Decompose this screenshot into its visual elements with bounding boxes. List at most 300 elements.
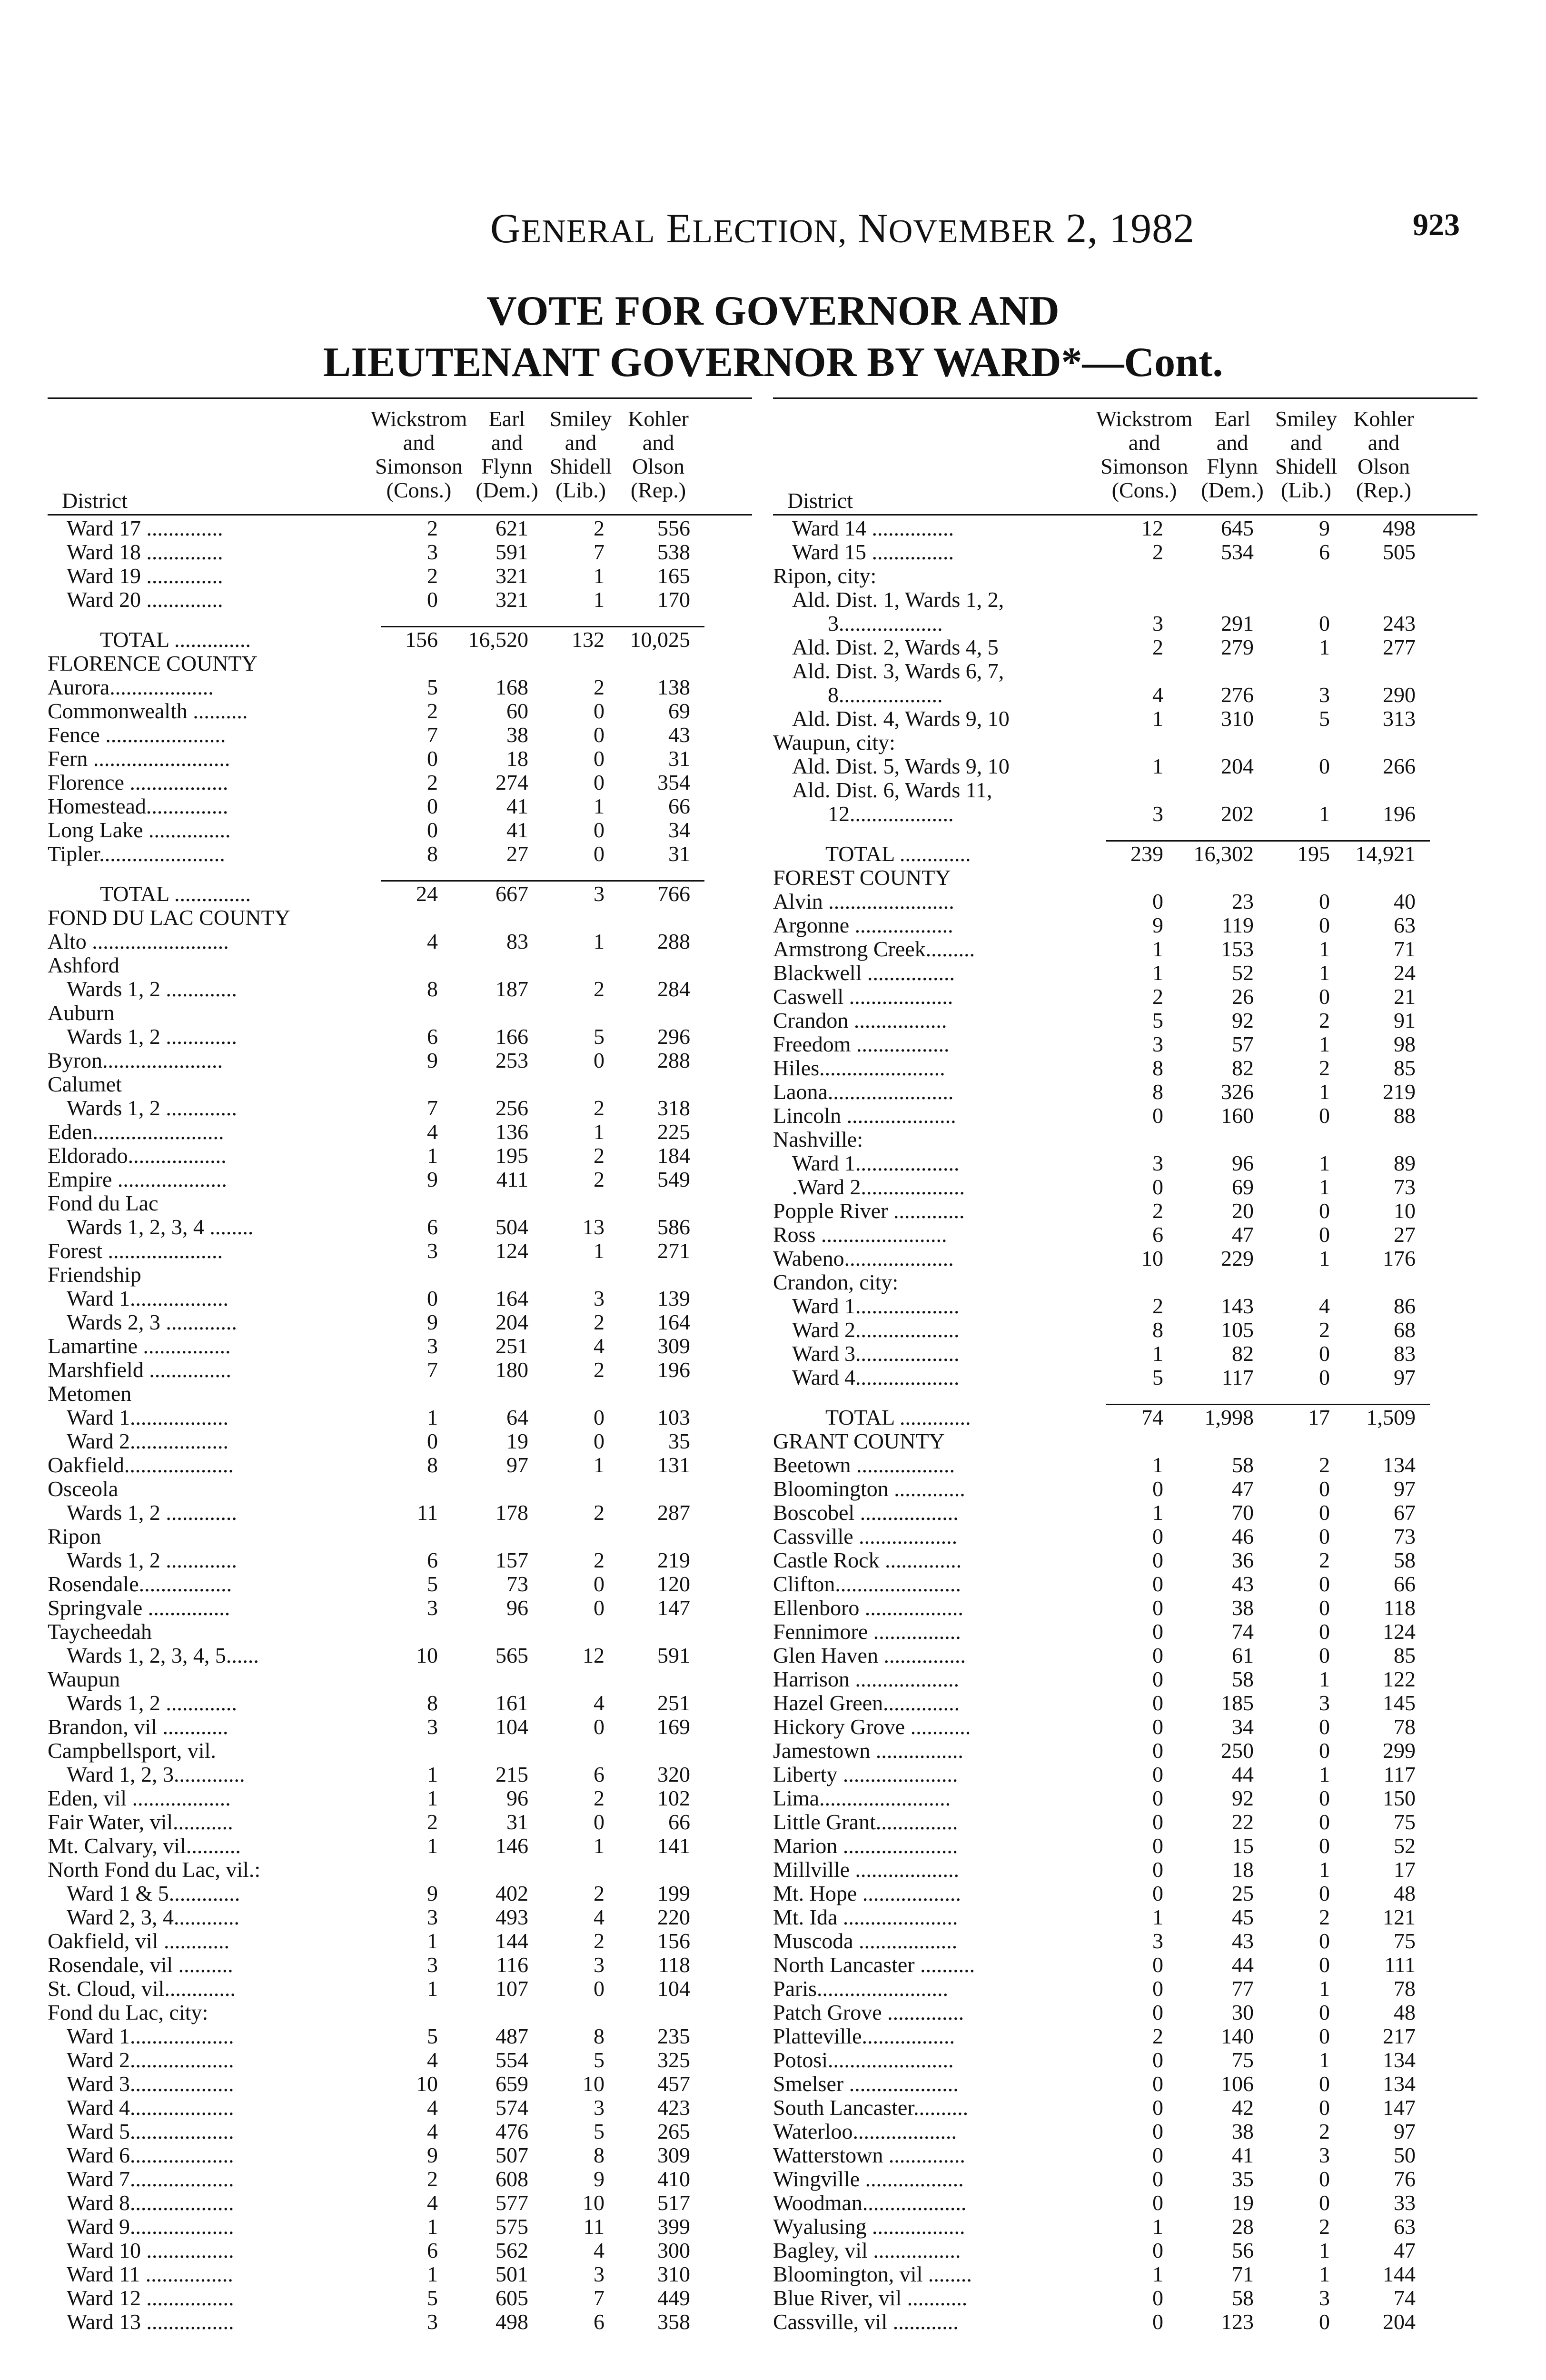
vote-count: 0 — [1152, 1572, 1163, 1596]
vote-count: 134 — [1383, 1453, 1416, 1477]
table-row — [48, 2096, 752, 2120]
district-label: Oakfield, vil ............ — [48, 1929, 229, 1953]
vote-count: 82 — [1232, 1341, 1254, 1366]
vote-count: 180 — [496, 1358, 528, 1382]
district-label: Ward 1................... — [792, 1151, 960, 1175]
vote-count: 96 — [1232, 1151, 1254, 1175]
vote-count: 2 — [1319, 1008, 1330, 1032]
table-row — [773, 2262, 1477, 2286]
vote-count: 0 — [427, 794, 438, 818]
vote-count: 21 — [1394, 984, 1416, 1009]
district-label: Homestead............... — [48, 794, 228, 818]
district-label: Tipler....................... — [48, 842, 225, 866]
group-heading-row — [773, 1429, 1477, 1453]
vote-count: 76 — [1394, 2167, 1416, 2191]
vote-count: 3 — [427, 1239, 438, 1263]
vote-count: 50 — [1394, 2143, 1416, 2167]
vote-count: 0 — [1152, 1976, 1163, 2001]
column-header-line: Simonson — [375, 454, 463, 478]
table-row — [48, 1786, 752, 1810]
group-heading-row — [48, 953, 752, 977]
district-label: Springvale ............... — [48, 1596, 230, 1620]
vote-count: 1 — [594, 794, 605, 818]
vote-count: 1 — [427, 1762, 438, 1786]
vote-count: 256 — [496, 1096, 528, 1120]
column-header-line: and — [1290, 430, 1322, 455]
vote-count: 0 — [594, 1048, 605, 1072]
vote-count: 1 — [1319, 802, 1330, 826]
table-row — [773, 1953, 1477, 1977]
district-label: Lamartine ................ — [48, 1334, 231, 1358]
column-header-line: Simonson — [1100, 454, 1189, 478]
district-label: Commonwealth .......... — [48, 699, 248, 723]
vote-count: 0 — [1152, 1691, 1163, 1715]
table-row — [773, 1223, 1477, 1247]
vote-count: 4 — [594, 2238, 605, 2262]
vote-count: 0 — [594, 818, 605, 842]
table-row — [773, 1667, 1477, 1691]
vote-count: 0 — [1319, 2167, 1330, 2191]
table-row — [773, 2191, 1477, 2215]
vote-count: 19 — [506, 1429, 528, 1453]
vote-count: 204 — [496, 1310, 528, 1334]
vote-count: 64 — [506, 1405, 528, 1429]
district-label: Ripon — [48, 1525, 101, 1548]
vote-count: 12 — [583, 1643, 605, 1667]
column-header-line: and — [642, 430, 674, 455]
vote-count: 2 — [1319, 1453, 1330, 1477]
vote-count: 0 — [1152, 1762, 1163, 1786]
table-row — [48, 1882, 752, 1905]
vote-count: 2 — [427, 2167, 438, 2191]
vote-count: 5 — [594, 2119, 605, 2143]
group-heading-row — [48, 1858, 752, 1882]
table-row — [773, 985, 1477, 1009]
vote-count: 1 — [1152, 1453, 1163, 1477]
table-row — [773, 1929, 1477, 1953]
vote-count: 3 — [1152, 1032, 1163, 1056]
vote-count: 3 — [427, 1715, 438, 1739]
vote-count: 0 — [1319, 1103, 1330, 1128]
table-row — [773, 1834, 1477, 1858]
vote-count: 121 — [1383, 1905, 1416, 1929]
vote-count: 8 — [427, 1453, 438, 1477]
table-row — [773, 1977, 1477, 2001]
column-header-line: Wickstrom — [370, 407, 467, 431]
title-line-2: LIEUTENANT GOVERNOR BY WARD*—Cont. — [323, 339, 1223, 386]
district-label: Aurora................... — [48, 675, 214, 699]
vote-count: 1 — [427, 2214, 438, 2239]
vote-count: 1 — [1319, 1667, 1330, 1691]
vote-count: 17 — [1394, 1857, 1416, 1882]
vote-count: 24 — [1394, 961, 1416, 985]
vote-count: 0 — [1152, 1477, 1163, 1501]
district-label: Wards 1, 2 ............. — [67, 1691, 237, 1715]
table-row — [773, 961, 1477, 985]
vote-count: 4 — [594, 1691, 605, 1715]
vote-count: 147 — [1383, 2095, 1416, 2120]
table-row — [773, 1858, 1477, 1882]
table-row — [48, 1310, 752, 1334]
district-label: TOTAL ............. — [825, 842, 971, 866]
district-label: Crandon ................. — [773, 1009, 947, 1032]
table-row — [48, 794, 752, 818]
table-row — [773, 2096, 1477, 2120]
vote-count: 574 — [496, 2095, 528, 2120]
vote-count: 507 — [496, 2143, 528, 2167]
district-label: Popple River ............. — [773, 1199, 965, 1223]
vote-count: 3 — [427, 1953, 438, 1977]
vote-count: 46 — [1232, 1524, 1254, 1548]
district-label: Ward 12 ................ — [67, 2286, 234, 2310]
vote-count: 48 — [1394, 2000, 1416, 2024]
vote-count: 1 — [594, 929, 605, 953]
vote-count: 0 — [1319, 754, 1330, 778]
vote-count: 6 — [1152, 1222, 1163, 1247]
vote-count: 143 — [1221, 1294, 1254, 1318]
vote-count: 608 — [496, 2167, 528, 2191]
vote-count: 2 — [1319, 1056, 1330, 1080]
vote-count: 73 — [1394, 1175, 1416, 1199]
vote-count: 1 — [1319, 1175, 1330, 1199]
vote-count: 215 — [496, 1762, 528, 1786]
vote-count: 0 — [1319, 1834, 1330, 1858]
vote-count: 131 — [657, 1453, 690, 1477]
vote-count: 69 — [1232, 1175, 1254, 1199]
table-row — [773, 1905, 1477, 1929]
vote-count: 1 — [1152, 937, 1163, 961]
vote-count: 26 — [1232, 984, 1254, 1009]
column-header-line: Flynn — [1207, 454, 1258, 478]
vote-count: 124 — [496, 1239, 528, 1263]
vote-count: 22 — [1232, 1810, 1254, 1834]
vote-count: 0 — [1152, 2072, 1163, 2096]
vote-count: 134 — [1383, 2072, 1416, 2096]
vote-count: 277 — [1383, 635, 1416, 659]
vote-count: 6 — [427, 1215, 438, 1239]
vote-count: 166 — [496, 1024, 528, 1049]
vote-count: 23 — [1232, 889, 1254, 913]
vote-count: 96 — [506, 1786, 528, 1810]
vote-count: 1 — [594, 1834, 605, 1858]
district-label: Boscobel .................. — [773, 1501, 959, 1525]
vote-count: 58 — [1232, 1453, 1254, 1477]
district-label: Waterloo................... — [773, 2120, 957, 2143]
vote-count: 1 — [1152, 1905, 1163, 1929]
vote-count: 0 — [594, 746, 605, 771]
group-heading-row — [773, 1128, 1477, 1151]
vote-count: 10 — [1141, 1246, 1163, 1270]
vote-count: 4 — [427, 929, 438, 953]
vote-count: 504 — [496, 1215, 528, 1239]
district-label: Taycheedah — [48, 1620, 152, 1644]
district-label: Ald. Dist. 2, Wards 4, 5 — [792, 635, 999, 659]
district-label: Rosendale, vil .......... — [48, 1953, 233, 1977]
table-row — [48, 2024, 752, 2048]
table-row — [48, 1810, 752, 1834]
vote-count: 9 — [427, 1310, 438, 1334]
vote-count: 457 — [657, 2072, 690, 2096]
vote-count: 48 — [1394, 1881, 1416, 1905]
vote-count: 0 — [1319, 2000, 1330, 2024]
district-label: Lincoln .................... — [773, 1104, 956, 1128]
column-header-line: (Lib.) — [1280, 478, 1331, 502]
vote-count: 1 — [594, 587, 605, 612]
table-row — [773, 2048, 1477, 2072]
vote-count: 0 — [1152, 1524, 1163, 1548]
vote-count: 66 — [668, 1810, 690, 1834]
vote-count: 5 — [427, 675, 438, 699]
vote-count: 2 — [427, 699, 438, 723]
vote-count: 2 — [1152, 1294, 1163, 1318]
district-label: Ward 15 ............... — [792, 540, 954, 564]
table-row — [48, 1929, 752, 1953]
district-label: Millville ................... — [773, 1858, 959, 1882]
vote-count: 0 — [594, 1572, 605, 1596]
vote-count: 77 — [1232, 1976, 1254, 2001]
table-row — [48, 1763, 752, 1786]
vote-count: 0 — [1319, 1786, 1330, 1810]
district-label: Ellenboro .................. — [773, 1596, 963, 1620]
vote-count: 178 — [496, 1500, 528, 1525]
district-label: Smelser .................... — [773, 2072, 959, 2096]
vote-count: 104 — [496, 1715, 528, 1739]
table-row — [773, 1525, 1477, 1548]
vote-count: 309 — [657, 2143, 690, 2167]
table-row — [773, 635, 1477, 659]
vote-count: 505 — [1383, 540, 1416, 564]
vote-count: 2 — [594, 675, 605, 699]
district-label: GRANT COUNTY — [773, 1429, 945, 1453]
table-row — [773, 2024, 1477, 2048]
vote-count: 66 — [1394, 1572, 1416, 1596]
vote-count: 63 — [1394, 913, 1416, 937]
vote-count: 156 — [405, 627, 438, 652]
vote-count: 6 — [427, 2238, 438, 2262]
vote-count: 321 — [496, 587, 528, 612]
vote-count: 7 — [427, 723, 438, 747]
vote-count: 204 — [1221, 754, 1254, 778]
table-row — [48, 2072, 752, 2096]
table-row — [48, 1548, 752, 1572]
table-row — [48, 2286, 752, 2310]
table-row — [48, 977, 752, 1001]
vote-count: 309 — [657, 1334, 690, 1358]
vote-count: 169 — [657, 1715, 690, 1739]
district-label: Wards 1, 2 ............. — [67, 1096, 237, 1120]
vote-count: 92 — [1232, 1008, 1254, 1032]
vote-count: 31 — [668, 842, 690, 866]
vote-count: 1 — [427, 1405, 438, 1429]
district-label: Wards 1, 2 ............. — [67, 1501, 237, 1525]
vote-count: 10,025 — [630, 627, 690, 652]
vote-count: 88 — [1394, 1103, 1416, 1128]
vote-count: 83 — [506, 929, 528, 953]
vote-count: 117 — [1383, 1762, 1416, 1786]
vote-count: 265 — [657, 2119, 690, 2143]
district-label: Eldorado.................. — [48, 1144, 227, 1168]
district-label: Fence ...................... — [48, 723, 226, 747]
district-label: Brandon, vil ............ — [48, 1715, 228, 1739]
vote-count: 118 — [1383, 1596, 1416, 1620]
vote-count: 71 — [1232, 2262, 1254, 2286]
table-row — [48, 1287, 752, 1310]
group-heading-row — [773, 731, 1477, 754]
group-heading-row — [48, 1477, 752, 1501]
district-label: Nashville: — [773, 1128, 863, 1151]
vote-count: 399 — [657, 2214, 690, 2239]
district-label: Ward 2, 3, 4............ — [67, 1905, 239, 1929]
vote-count: 1 — [427, 2262, 438, 2286]
vote-count: 325 — [657, 2048, 690, 2072]
vote-count: 41 — [506, 818, 528, 842]
table-row — [48, 1334, 752, 1358]
vote-count: 0 — [1319, 2310, 1330, 2334]
vote-count: 0 — [1319, 1572, 1330, 1596]
table-row — [773, 540, 1477, 564]
vote-count: 7 — [594, 540, 605, 564]
vote-count: 2 — [1152, 540, 1163, 564]
vote-count: 35 — [1232, 2167, 1254, 2191]
vote-count: 9 — [427, 1881, 438, 1905]
vote-count: 1 — [1152, 2262, 1163, 2286]
vote-count: 2 — [1319, 2214, 1330, 2239]
table-row — [773, 683, 1477, 707]
vote-count: 0 — [1319, 1500, 1330, 1525]
district-label: Hiles....................... — [773, 1056, 945, 1080]
table-row — [773, 1199, 1477, 1223]
vote-count: 1 — [1319, 937, 1330, 961]
vote-count: 1 — [1319, 961, 1330, 985]
table-row — [773, 1151, 1477, 1175]
vote-count: 58 — [1232, 1667, 1254, 1691]
vote-count: 42 — [1232, 2095, 1254, 2120]
district-label: FLORENCE COUNTY — [48, 652, 258, 675]
total-row — [48, 628, 752, 652]
table-row — [773, 1810, 1477, 1834]
vote-count: 3 — [594, 882, 605, 906]
district-label: Little Grant............... — [773, 1810, 958, 1834]
vote-count: 0 — [1152, 1786, 1163, 1810]
vote-count: 34 — [668, 818, 690, 842]
table-row — [773, 1366, 1477, 1389]
vote-count: 111 — [1384, 1953, 1416, 1977]
vote-count: 0 — [427, 1429, 438, 1453]
vote-count: 1 — [1319, 1080, 1330, 1104]
table-row — [773, 1318, 1477, 1342]
vote-count: 0 — [1152, 2000, 1163, 2024]
district-label: Ward 19 .............. — [67, 564, 223, 588]
vote-count: 176 — [1383, 1246, 1416, 1270]
table-row — [773, 1477, 1477, 1501]
group-heading-row — [48, 1001, 752, 1025]
vote-count: 139 — [657, 1286, 690, 1310]
vote-count: 89 — [1394, 1151, 1416, 1175]
vote-count: 157 — [496, 1548, 528, 1572]
column-header-line: and — [1368, 430, 1400, 455]
vote-count: 2 — [594, 1143, 605, 1168]
vote-count: 0 — [1152, 1619, 1163, 1644]
district-label: Alvin ....................... — [773, 890, 954, 913]
vote-count: 16,302 — [1193, 842, 1254, 866]
vote-count: 45 — [1232, 1905, 1254, 1929]
table-row — [48, 1905, 752, 1929]
table-row — [48, 1239, 752, 1263]
district-label: Caswell ................... — [773, 985, 953, 1009]
vote-count: 195 — [1297, 842, 1330, 866]
table-row — [773, 1596, 1477, 1620]
vote-count: 52 — [1232, 961, 1254, 985]
table-row — [773, 890, 1477, 913]
table-row — [773, 754, 1477, 778]
vote-count: 41 — [506, 794, 528, 818]
vote-count: 0 — [1152, 2048, 1163, 2072]
column-header-line: (Rep.) — [630, 478, 686, 502]
vote-count: 0 — [594, 1405, 605, 1429]
vote-count: 17 — [1308, 1405, 1330, 1429]
vote-count: 196 — [657, 1358, 690, 1382]
table-row — [773, 1104, 1477, 1128]
vote-count: 9 — [427, 1048, 438, 1072]
vote-count: 3 — [427, 1905, 438, 1929]
vote-count: 6 — [427, 1024, 438, 1049]
vote-count: 105 — [1221, 1318, 1254, 1342]
vote-count: 659 — [496, 2072, 528, 2096]
vote-count: 97 — [1394, 1365, 1416, 1389]
vote-count: 1 — [1319, 2262, 1330, 2286]
vote-count: 196 — [1383, 802, 1416, 826]
vote-count: 75 — [1232, 2048, 1254, 2072]
vote-count: 118 — [658, 1953, 690, 1977]
vote-count: 11 — [416, 1500, 438, 1525]
district-label: Ward 2................... — [792, 1318, 960, 1342]
vote-count: 3 — [1152, 1151, 1163, 1175]
table-row — [48, 1453, 752, 1477]
vote-count: 449 — [657, 2286, 690, 2310]
table-row — [48, 699, 752, 723]
vote-count: 107 — [496, 1976, 528, 2001]
vote-count: 3 — [594, 2262, 605, 2286]
district-label: Ward 3................... — [792, 1342, 960, 1366]
vote-count: 3 — [1152, 802, 1163, 826]
district-label: Ward 4................... — [792, 1366, 960, 1389]
table-row — [48, 842, 752, 866]
vote-count: 0 — [1319, 1524, 1330, 1548]
district-label: Platteville................. — [773, 2024, 955, 2048]
table-header — [48, 407, 752, 512]
table-row — [773, 612, 1477, 635]
vote-count: 75 — [1394, 1810, 1416, 1834]
column-header-line: (Cons.) — [386, 478, 452, 502]
vote-count: 0 — [1152, 2238, 1163, 2262]
vote-count: 68 — [1394, 1318, 1416, 1342]
vote-count: 19 — [1232, 2191, 1254, 2215]
table-row — [48, 1429, 752, 1453]
vote-count: 2 — [594, 1167, 605, 1191]
vote-count: 67 — [1394, 1500, 1416, 1525]
table-row — [48, 2239, 752, 2262]
vote-count: 27 — [506, 842, 528, 866]
table-row — [773, 1080, 1477, 1104]
vote-count: 168 — [496, 675, 528, 699]
vote-count: 0 — [1152, 889, 1163, 913]
vote-count: 4 — [594, 1334, 605, 1358]
district-column-header: District — [787, 488, 853, 513]
district-label: Ward 1.................. — [67, 1287, 228, 1310]
district-label: Marshfield ............... — [48, 1358, 231, 1382]
vote-count: 0 — [1152, 2191, 1163, 2215]
district-label: North Lancaster .......... — [773, 1953, 975, 1977]
